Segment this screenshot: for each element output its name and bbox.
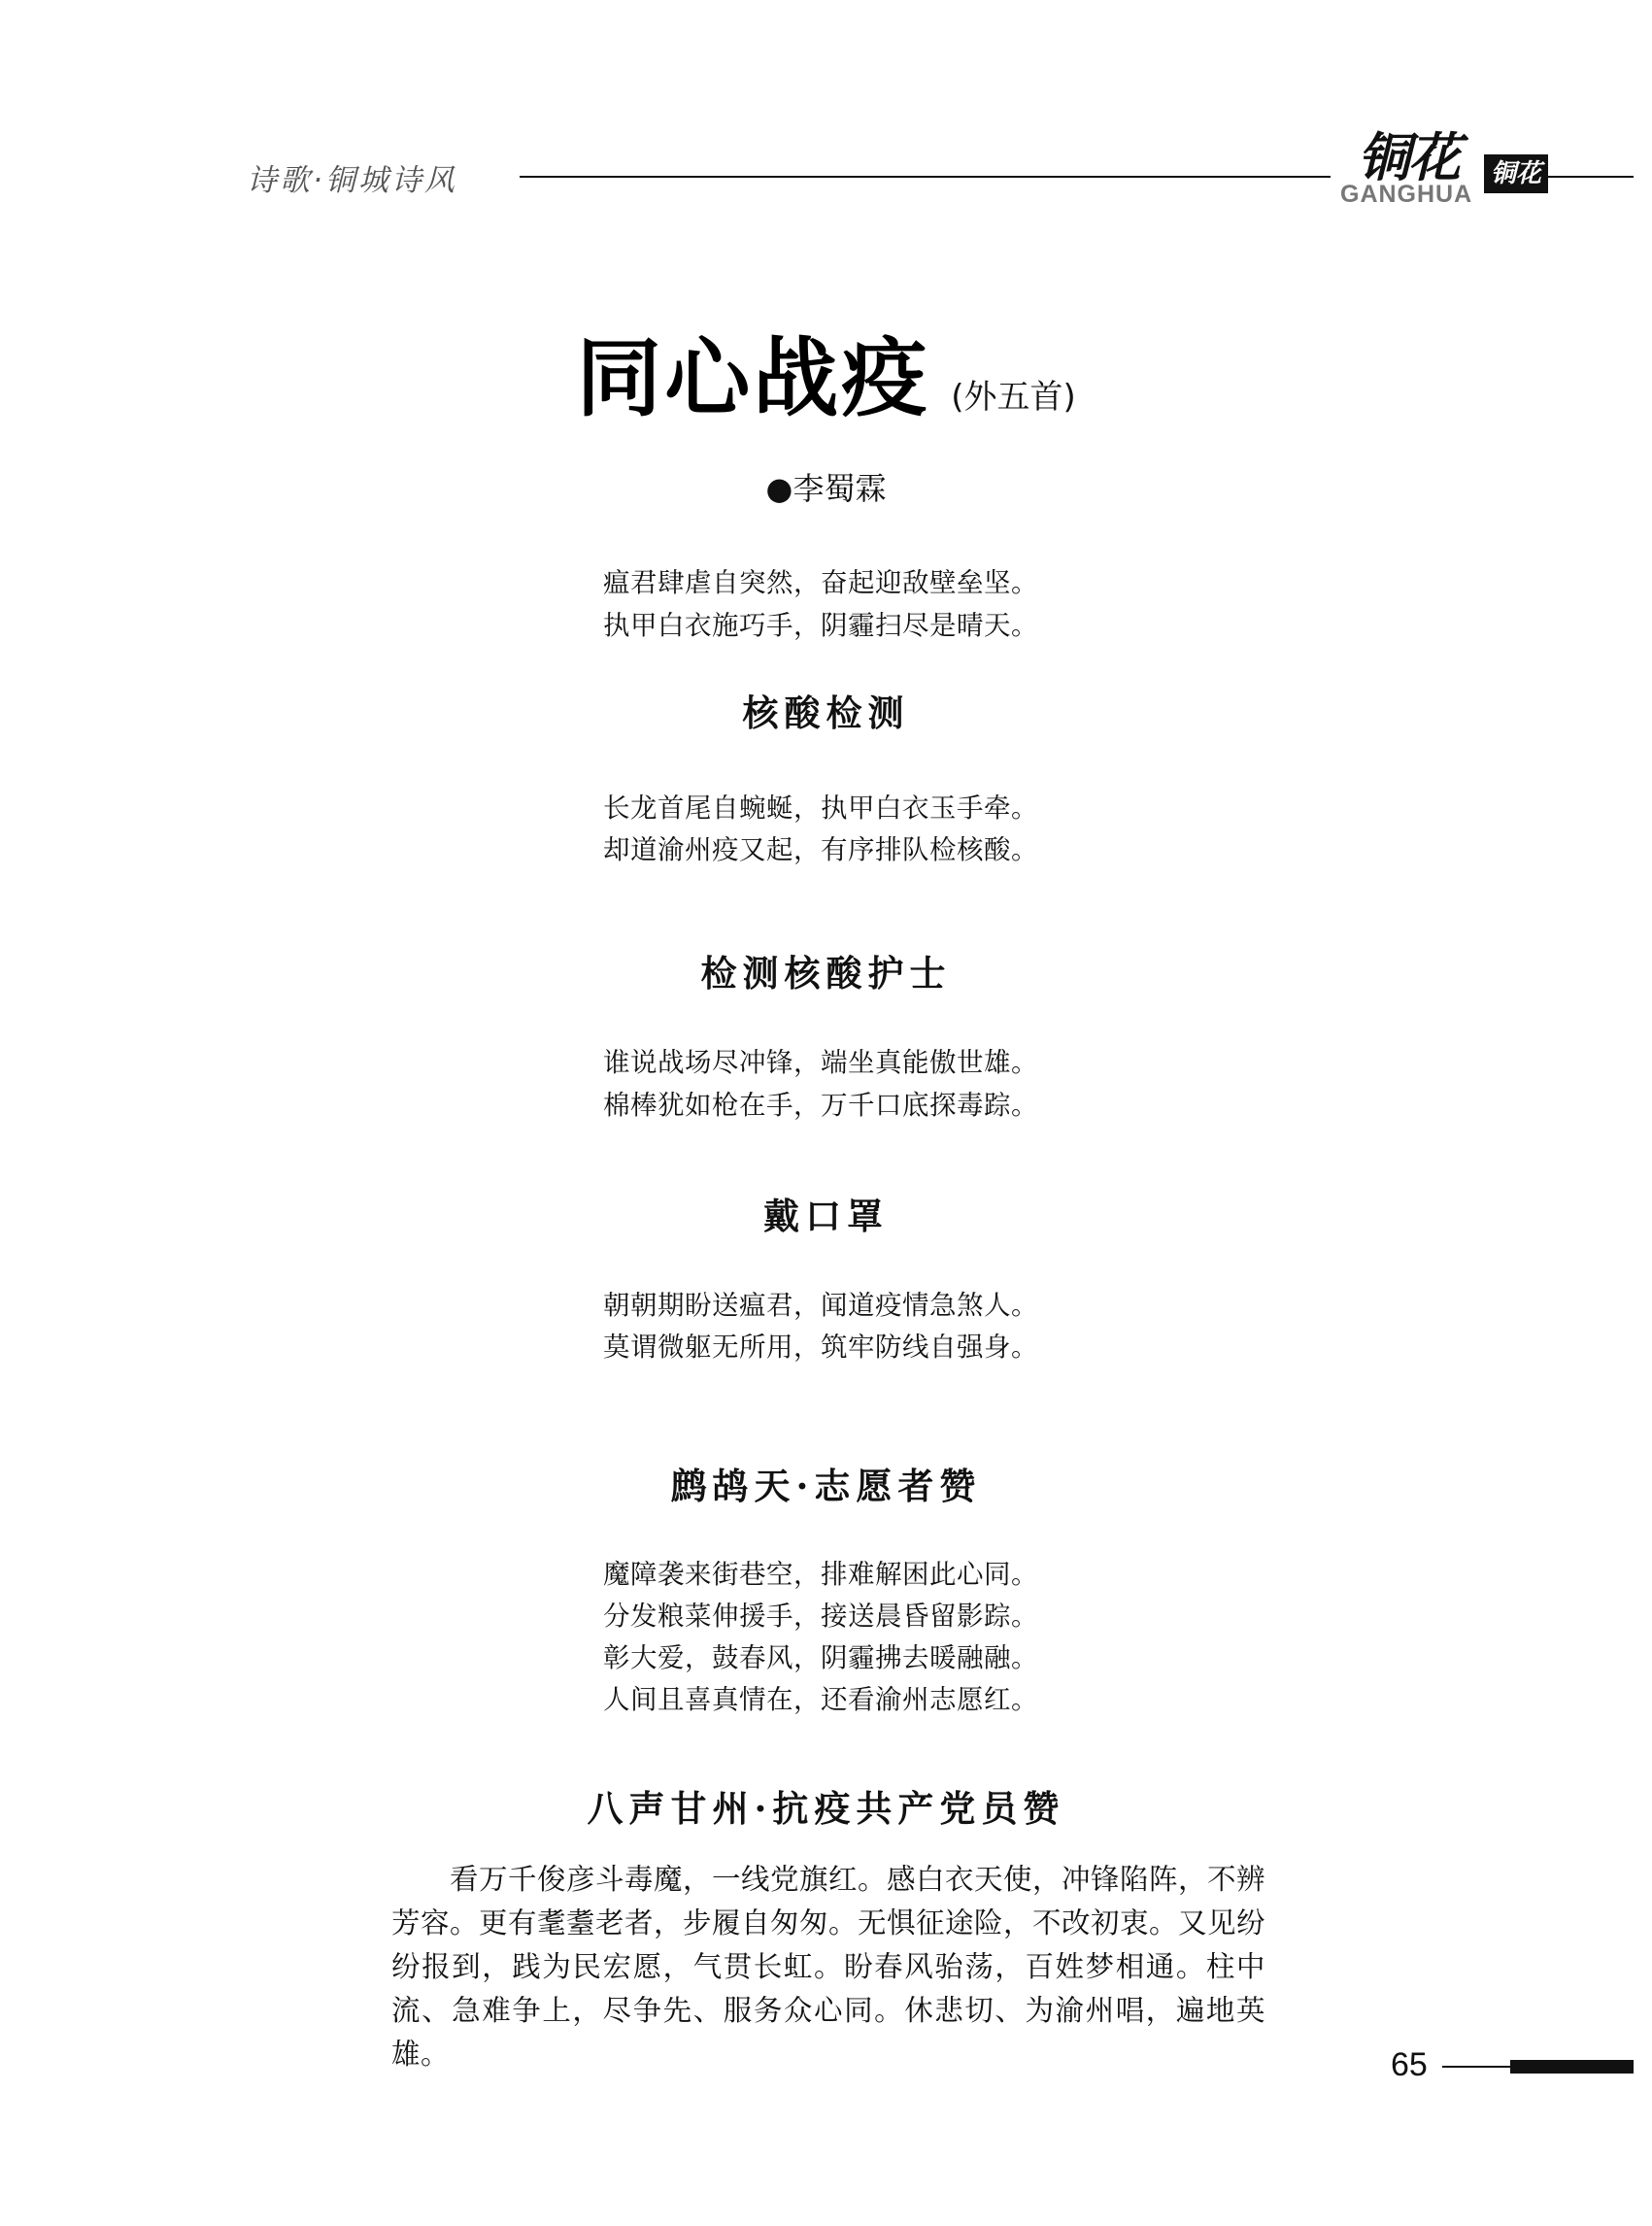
poem-line: 人间且喜真情在，还看渝州志愿红。 [603,1684,1038,1715]
poem-line: 莫谓微躯无所用，筑牢防线自强身。 [603,1332,1038,1363]
footer-rule [1442,2066,1510,2068]
magazine-logo-latin: GANGHUA [1340,181,1473,208]
author-byline: ●李蜀霖 [765,470,887,507]
header-rule [520,176,1331,178]
article-subtitle: (外五首) [951,378,1076,417]
poem-line: 执甲白衣施巧手，阴霾扫尽是晴天。 [603,610,1038,641]
article-title: 同心战疫 [576,327,930,428]
poem-line: 分发粮菜伸援手，接送晨昏留影踪。 [603,1601,1038,1632]
header-rule-right [1548,176,1634,178]
poem-title: 戴口罩 [763,1195,889,1237]
article-title-block [0,311,1652,433]
poem-line: 朝朝期盼送瘟君，闻道疫情急煞人。 [603,1290,1038,1321]
poem-line: 棉棒犹如枪在手，万千口底探毒踪。 [603,1090,1038,1121]
poem-line: 长龙首尾自蜿蜒，执甲白衣玉手牵。 [603,793,1038,824]
page-number: 65 [1391,2046,1428,2083]
poem-line: 魔障袭来街巷空，排难解困此心同。 [603,1559,1038,1590]
poem-line: 却道渝州疫又起，有序排队检核酸。 [603,834,1038,865]
magazine-logo-box: 铜花 [1484,154,1548,193]
poem-title: 核酸检测 [742,691,910,734]
poem-line: 谁说战场尽冲锋，端坐真能傲世雄。 [603,1047,1038,1078]
poem-line: 瘟君肆虐自突然，奋起迎敌壁垒坚。 [603,567,1038,598]
poem-title: 八声甘州·抗疫共产党员赞 [587,1787,1065,1830]
poem-line: 彰大爱，鼓春风，阴霾拂去暖融融。 [603,1642,1038,1673]
poem-paragraph: 看万千俊彦斗毒魔，一线党旗红。感白衣天使，冲锋陷阵，不辨芳容。更有耄耋老者，步履自匆匆。无惧征途险，不改初衷。又见纷纷报到，践为民宏愿，气贯长虹。盼春风骀荡，百姓梦相通。柱中流、急难争上，尽争先、服务众心同。休悲切、为渝州唱，遍地英雄。 [391,1863,1266,2071]
magazine-logo: 铜花 [1358,126,1459,188]
poem-title: 检测核酸护士 [700,952,952,995]
poem-title: 鹧鸪天·志愿者赞 [670,1465,982,1507]
section-label: 诗歌·铜城诗风 [247,163,457,198]
footer-bar [1510,2060,1634,2074]
